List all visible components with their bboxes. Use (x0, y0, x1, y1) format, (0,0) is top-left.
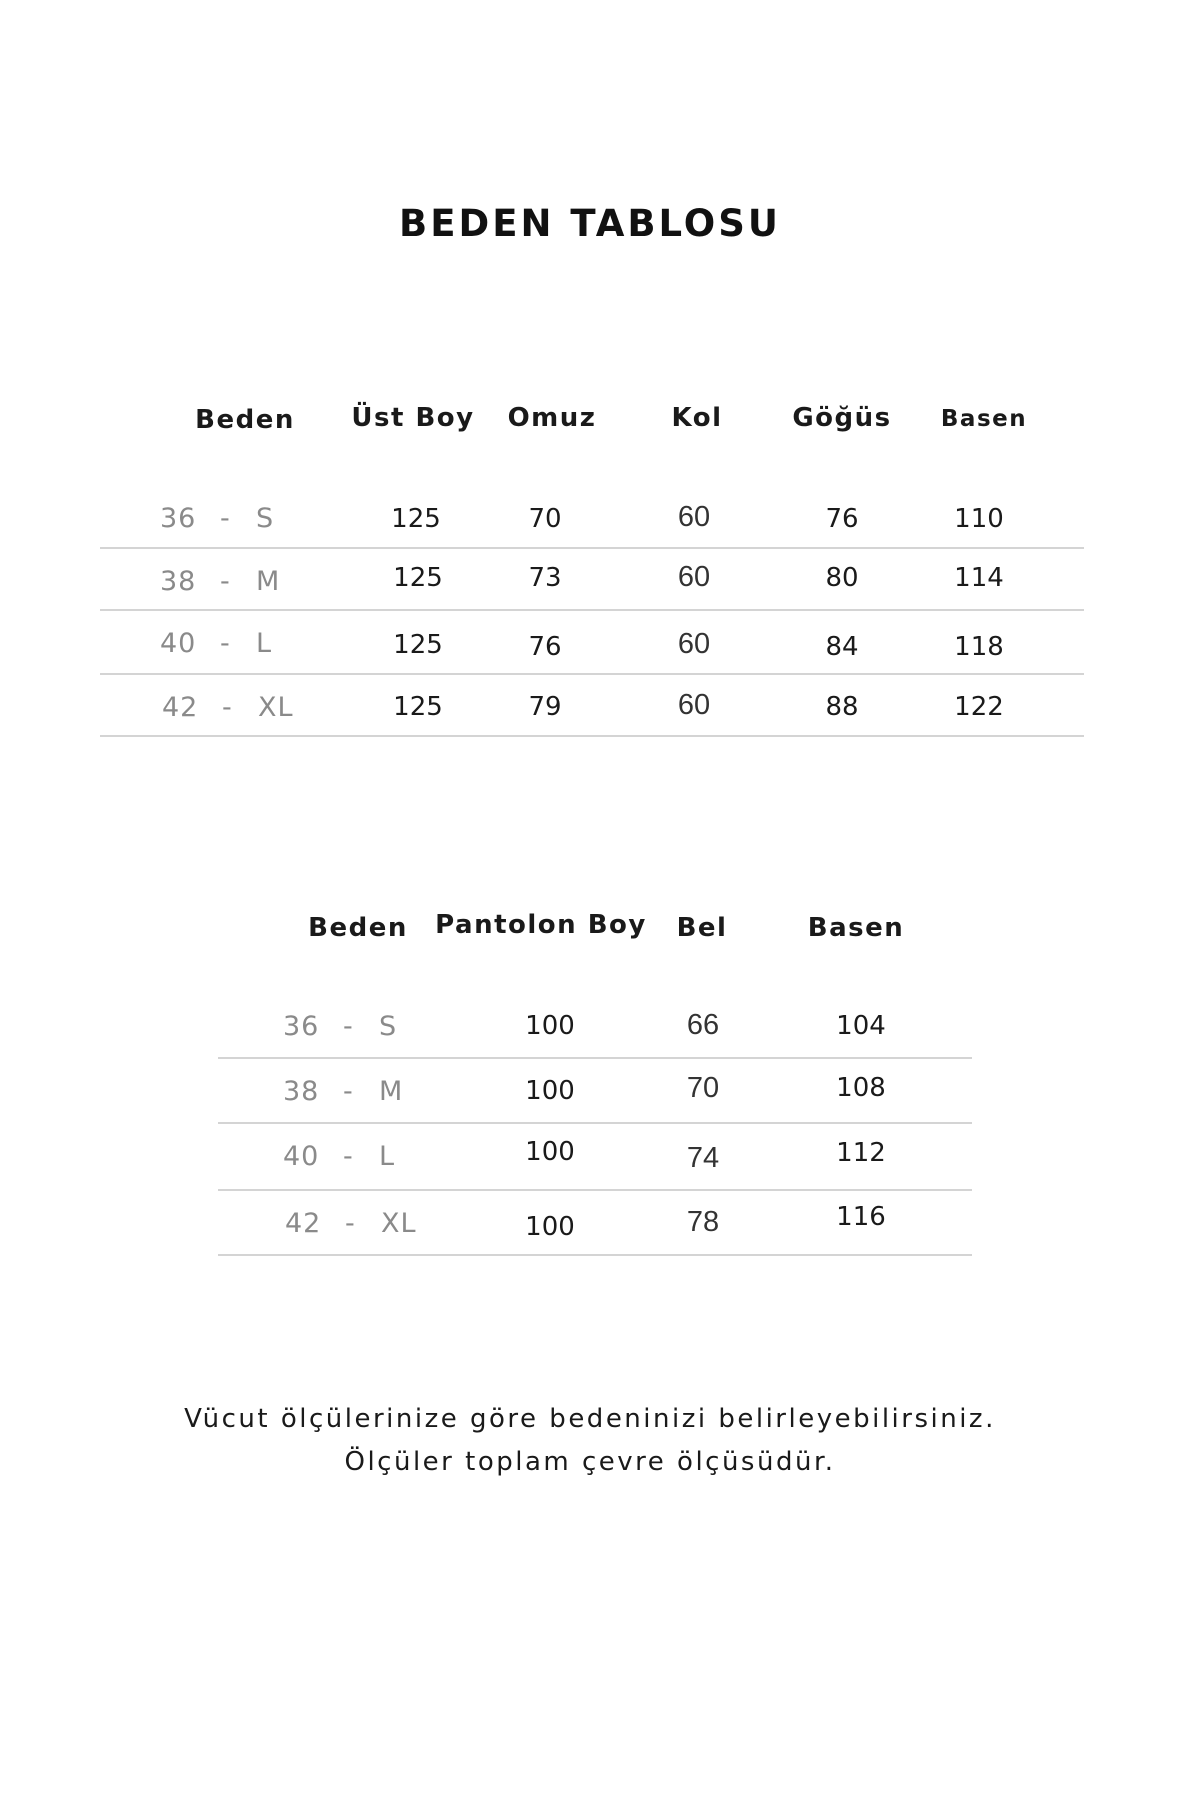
header-basen: Basen (940, 406, 1028, 432)
header-bel: Bel (676, 913, 728, 943)
size-letter: M (379, 1076, 404, 1107)
table-cell: 100 (525, 1011, 575, 1041)
size-dash: - (220, 566, 231, 597)
page-title: BEDEN TABLOSU (399, 202, 781, 245)
row-divider (218, 1122, 972, 1124)
size-letter: XL (258, 692, 294, 723)
note-line-2: Ölçüler toplam çevre ölçüsüdür. (344, 1447, 836, 1477)
table-cell: 79 (528, 692, 562, 722)
table-cell: 76 (528, 632, 562, 662)
size-dash: - (343, 1076, 354, 1107)
size-dash: - (343, 1141, 354, 1172)
table-cell: 114 (954, 563, 1004, 593)
size-number: 38 (283, 1076, 320, 1107)
size-number: 42 (162, 692, 199, 723)
header-ust-boy: Üst Boy (351, 403, 475, 433)
size-number: 36 (160, 503, 197, 534)
size-dash: - (220, 503, 231, 534)
size-letter: M (256, 566, 281, 597)
table-cell: 104 (836, 1011, 886, 1041)
size-number: 42 (285, 1208, 322, 1239)
header-omuz: Omuz (507, 403, 597, 433)
row-divider (100, 547, 1084, 549)
table-cell: 100 (525, 1137, 575, 1167)
size-letter: XL (381, 1208, 417, 1239)
size-number: 40 (160, 628, 197, 659)
header-beden: Beden (195, 405, 295, 435)
table-cell: 125 (391, 504, 441, 534)
size-number: 36 (283, 1011, 320, 1042)
size-letter: L (256, 628, 273, 659)
row-divider (100, 609, 1084, 611)
table-cell: 125 (393, 692, 443, 722)
row-divider (218, 1057, 972, 1059)
table-cell: 60 (677, 561, 711, 593)
size-letter: S (256, 503, 275, 534)
table-cell: 76 (825, 504, 859, 534)
header-gogus: Göğüs (792, 403, 892, 433)
table-cell: 74 (686, 1142, 720, 1174)
table-cell: 60 (677, 501, 711, 533)
row-divider (218, 1189, 972, 1191)
size-dash: - (222, 692, 233, 723)
table-cell: 122 (954, 692, 1004, 722)
table-cell: 78 (686, 1206, 720, 1238)
table-cell: 70 (686, 1072, 720, 1104)
row-divider (100, 673, 1084, 675)
header-pantolon-boy: Pantolon Boy (435, 910, 647, 940)
table-cell: 70 (528, 504, 562, 534)
table-cell: 66 (686, 1009, 720, 1041)
table-cell: 125 (393, 630, 443, 660)
table-cell: 125 (393, 563, 443, 593)
size-number: 40 (283, 1141, 320, 1172)
table-cell: 88 (825, 692, 859, 722)
size-letter: L (379, 1141, 396, 1172)
table-cell: 112 (836, 1138, 886, 1168)
note-line-1: Vücut ölçülerinize göre bedeninizi belirleyebilirsiniz. (184, 1404, 996, 1434)
table-cell: 110 (954, 504, 1004, 534)
row-divider (218, 1254, 972, 1256)
size-letter: S (379, 1011, 398, 1042)
table-cell: 100 (525, 1076, 575, 1106)
table-cell: 118 (954, 632, 1004, 662)
table-cell: 100 (525, 1212, 575, 1242)
table-cell: 60 (677, 689, 711, 721)
size-dash: - (220, 628, 231, 659)
header-beden: Beden (308, 913, 408, 943)
size-dash: - (343, 1011, 354, 1042)
size-number: 38 (160, 566, 197, 597)
header-basen: Basen (807, 913, 905, 943)
size-dash: - (345, 1208, 356, 1239)
table-cell: 116 (836, 1202, 886, 1232)
table-cell: 84 (825, 632, 859, 662)
row-divider (100, 735, 1084, 737)
table-cell: 73 (528, 563, 562, 593)
table-cell: 80 (825, 563, 859, 593)
table-cell: 60 (677, 628, 711, 660)
table-cell: 108 (836, 1073, 886, 1103)
header-kol: Kol (671, 403, 723, 433)
